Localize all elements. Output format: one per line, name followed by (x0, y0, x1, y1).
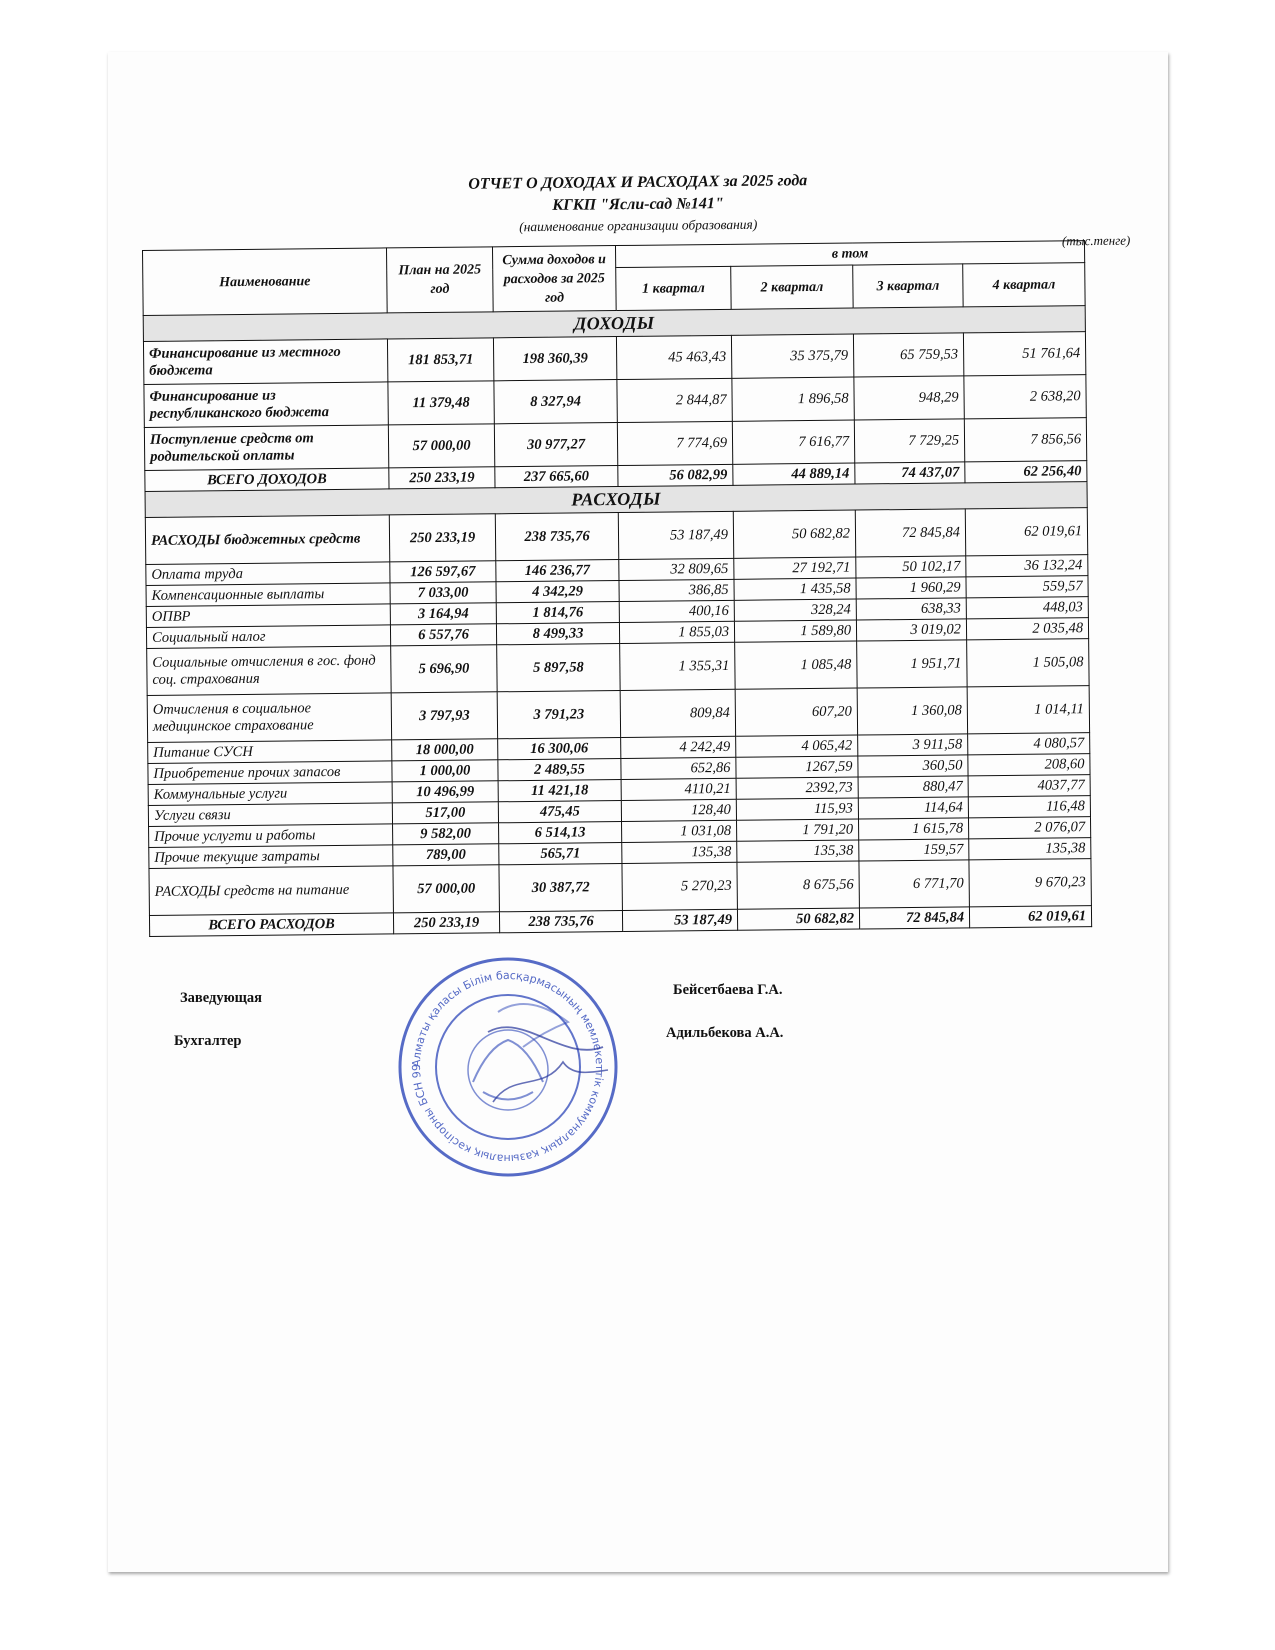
cell-q4: 2 638,20 (964, 375, 1086, 419)
header-q4: 4 квартал (963, 263, 1085, 307)
row-name-cell: ВСЕГО ДОХОДОВ (145, 468, 389, 492)
cell-q1: 56 082,99 (618, 464, 733, 486)
cell-sum: 237 665,60 (495, 466, 618, 488)
cell-q3: 74 437,07 (855, 462, 965, 484)
cell-q1: 53 187,49 (622, 909, 737, 931)
cell-sum: 2 489,55 (498, 759, 621, 781)
cell-sum: 6 514,13 (499, 822, 622, 844)
cell-plan: 250 233,19 (389, 467, 495, 489)
header-group: в том (615, 241, 1084, 268)
cell-q2: 115,93 (736, 798, 858, 820)
cell-sum: 565,71 (499, 843, 622, 865)
cell-plan: 789,00 (393, 844, 499, 866)
cell-q3: 50 102,17 (856, 556, 966, 578)
cell-q4: 448,03 (966, 597, 1088, 619)
cell-q2: 328,24 (734, 599, 856, 621)
section-title: РАСХОДЫ (145, 482, 1087, 518)
cell-q3: 880,47 (858, 776, 968, 798)
row-name-cell: Прочие услугти и работы (149, 824, 393, 848)
row-name-cell: РАСХОДЫ бюджетных средств (145, 515, 389, 565)
row-name-cell: ОПВР (146, 604, 390, 628)
cell-q4: 36 132,24 (966, 555, 1088, 577)
cell-q4: 135,38 (969, 838, 1091, 860)
cell-plan: 11 379,48 (388, 381, 494, 425)
cell-sum: 238 735,76 (495, 513, 618, 561)
cell-q3: 7 729,25 (854, 419, 964, 463)
header-q1: 1 квартал (616, 266, 731, 310)
cell-plan: 5 696,90 (391, 645, 497, 693)
cell-q2: 50 682,82 (733, 510, 855, 558)
row-name-cell: Поступление средств от родительской оплаты (144, 425, 388, 471)
cell-sum: 1 814,76 (496, 602, 619, 624)
cell-q3: 1 960,29 (856, 577, 966, 599)
cell-q2: 1 896,58 (732, 377, 854, 421)
accountant-title: Бухгалтер (174, 1033, 242, 1049)
cell-q2: 4 065,42 (736, 735, 858, 757)
cell-q3: 65 759,53 (853, 333, 963, 377)
cell-q1: 7 774,69 (617, 421, 732, 465)
row-name-cell: Социальные отчисления в гос. фонд соц. страхования (147, 646, 391, 696)
cell-sum: 238 735,76 (499, 911, 622, 933)
cell-q2: 607,20 (735, 688, 857, 736)
cell-plan: 10 496,99 (392, 781, 498, 803)
cell-q4: 51 761,64 (963, 332, 1085, 376)
cell-q1: 4 242,49 (621, 736, 736, 758)
cell-plan: 1 000,00 (392, 760, 498, 782)
cell-q4: 1 014,11 (967, 686, 1090, 734)
cell-q3: 114,64 (858, 797, 968, 819)
cell-q2: 1 435,58 (734, 578, 856, 600)
cell-plan: 9 582,00 (393, 823, 499, 845)
cell-sum: 198 360,39 (493, 337, 616, 381)
row-name-cell: Коммунальные услуги (148, 782, 392, 806)
cell-sum: 4 342,29 (496, 581, 619, 603)
header-q3: 3 квартал (853, 264, 963, 308)
cell-q1: 809,84 (620, 689, 735, 737)
cell-sum: 30 977,27 (494, 423, 617, 467)
cell-q3: 3 019,02 (856, 619, 966, 641)
cell-plan: 126 597,67 (390, 561, 496, 583)
cell-q1: 386,85 (619, 579, 734, 601)
cell-q4: 116,48 (968, 796, 1090, 818)
cell-q4: 4 080,57 (968, 733, 1090, 755)
cell-q2: 35 375,79 (731, 334, 853, 378)
stamp-text: Алматы қаласы Білім басқармасының мемлекеттік коммуналдық қазыналық кәсіпорны БСН 99 (409, 968, 607, 1166)
organization-caption: (наименование организации образования) (519, 216, 758, 235)
document-page (108, 52, 1168, 1572)
row-name-cell: РАСХОДЫ средств на питание (149, 866, 393, 916)
cell-plan: 57 000,00 (388, 424, 494, 468)
cell-q1: 1 855,03 (619, 621, 734, 643)
director-title: Заведующая (180, 990, 262, 1006)
report-title: ОТЧЕТ О ДОХОДАХ И РАСХОДАХ за 2025 года (468, 172, 808, 193)
cell-q3: 3 911,58 (858, 734, 968, 756)
cell-q4: 2 035,48 (966, 618, 1088, 640)
cell-plan: 3 797,93 (391, 692, 497, 740)
header-name: Наименование (143, 248, 388, 316)
cell-plan: 18 000,00 (392, 739, 498, 761)
cell-q2: 7 616,77 (732, 420, 854, 464)
cell-sum: 8 499,33 (496, 623, 619, 645)
cell-q3: 1 360,08 (857, 687, 967, 735)
cell-q3: 638,33 (856, 598, 966, 620)
cell-q1: 652,86 (621, 757, 736, 779)
cell-q2: 8 675,56 (737, 861, 859, 909)
signature-block (108, 52, 1168, 1572)
cell-q3: 72 845,84 (859, 907, 969, 929)
cell-plan: 57 000,00 (393, 865, 499, 913)
row-name-cell: Компенсационные выплаты (146, 583, 390, 607)
cell-q3: 1 615,78 (858, 818, 968, 840)
row-name-cell: Финансирование из республиканского бюджета (144, 382, 388, 428)
cell-plan: 250 233,19 (393, 912, 499, 934)
cell-sum: 3 791,23 (497, 691, 620, 739)
cell-q1: 5 270,23 (622, 862, 737, 910)
cell-q1: 1 031,08 (622, 820, 737, 842)
cell-plan: 6 557,76 (390, 624, 496, 646)
cell-q4: 62 256,40 (965, 461, 1087, 483)
cell-q4: 559,57 (966, 576, 1088, 598)
section-title: ДОХОДЫ (143, 306, 1085, 342)
cell-sum: 5 897,58 (497, 644, 620, 692)
cell-q4: 62 019,61 (969, 906, 1091, 928)
organization-name: КГКП "Ясли-сад №141" (552, 195, 724, 214)
cell-q2: 1 791,20 (737, 819, 859, 841)
cell-q1: 53 187,49 (618, 511, 733, 559)
cell-q1: 128,40 (621, 799, 736, 821)
cell-q1: 45 463,43 (616, 335, 731, 379)
row-name-cell: Приобретение прочих запасов (148, 761, 392, 785)
cell-plan: 250 233,19 (389, 514, 495, 562)
row-name-cell: Оплата труда (146, 562, 390, 586)
cell-plan: 3 164,94 (390, 603, 496, 625)
cell-q1: 2 844,87 (617, 378, 732, 422)
cell-plan: 181 853,71 (387, 338, 493, 382)
cell-q2: 1 589,80 (734, 620, 856, 642)
row-name-cell: Услуги связи (148, 803, 392, 827)
header-plan: План на 2025 год (386, 247, 493, 313)
cell-q3: 948,29 (854, 376, 964, 420)
cell-q3: 6 771,70 (859, 860, 969, 908)
cell-q4: 9 670,23 (969, 859, 1092, 907)
cell-q2: 135,38 (737, 840, 859, 862)
cell-q2: 2392,73 (736, 777, 858, 799)
row-name-cell: Социальный налог (146, 625, 390, 649)
cell-q1: 4110,21 (621, 778, 736, 800)
cell-sum: 146 236,77 (496, 560, 619, 582)
cell-q4: 1 505,08 (967, 639, 1090, 687)
cell-q4: 2 076,07 (968, 817, 1090, 839)
cell-q3: 159,57 (859, 839, 969, 861)
cell-q2: 1 085,48 (735, 641, 857, 689)
cell-sum: 475,45 (498, 801, 621, 823)
row-name-cell: Финансирование из местного бюджета (143, 339, 387, 385)
cell-q4: 62 019,61 (965, 508, 1088, 556)
cell-q4: 208,60 (968, 754, 1090, 776)
row-name-cell: Питание СУСН (148, 740, 392, 764)
header-q2: 2 квартал (731, 265, 853, 309)
stamp-seal-icon (393, 952, 623, 1182)
organization-stamp (393, 952, 623, 1182)
cell-q3: 360,50 (858, 755, 968, 777)
cell-sum: 16 300,06 (498, 738, 621, 760)
row-name-cell: Прочие текущие затраты (149, 845, 393, 869)
cell-sum: 11 421,18 (498, 780, 621, 802)
accountant-name: Адильбекова А.А. (666, 1025, 784, 1041)
cell-q1: 1 355,31 (620, 642, 735, 690)
cell-q1: 135,38 (622, 841, 737, 863)
header-sum: Сумма доходов и расходов за 2025 год (492, 246, 616, 312)
cell-q1: 400,16 (619, 600, 734, 622)
cell-q4: 7 856,56 (964, 418, 1086, 462)
cell-q2: 27 192,71 (734, 557, 856, 579)
cell-plan: 517,00 (392, 802, 498, 824)
cell-q2: 44 889,14 (733, 463, 855, 485)
units-label: (тыс.тенге) (1061, 232, 1131, 249)
cell-plan: 7 033,00 (390, 582, 496, 604)
row-name-cell: Отчисления в социальное медицинское страхование (147, 693, 391, 743)
cell-q1: 32 809,65 (619, 558, 734, 580)
cell-sum: 8 327,94 (494, 380, 617, 424)
cell-q3: 1 951,71 (857, 640, 967, 688)
cell-q2: 50 682,82 (737, 908, 859, 930)
director-name: Бейсетбаева Г.А. (673, 982, 783, 998)
cell-sum: 30 387,72 (499, 864, 622, 912)
row-name-cell: ВСЕГО РАСХОДОВ (149, 913, 393, 937)
cell-q3: 72 845,84 (855, 509, 965, 557)
cell-q4: 4037,77 (968, 775, 1090, 797)
cell-q2: 1267,59 (736, 756, 858, 778)
